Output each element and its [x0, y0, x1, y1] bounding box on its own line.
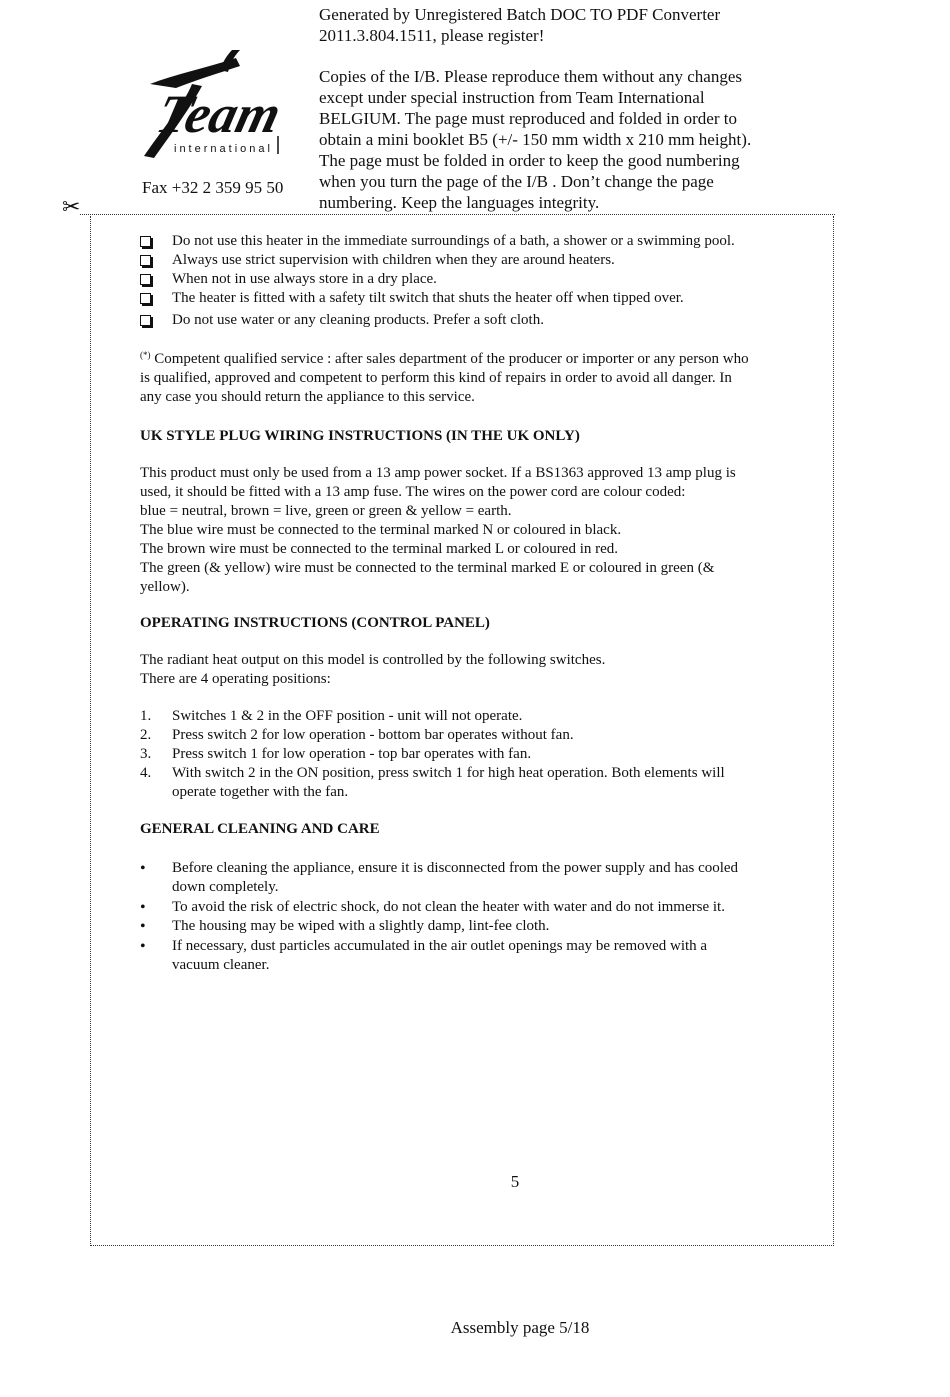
bullet-icon: • [140, 899, 146, 916]
section-heading-uk-plug: UK STYLE PLUG WIRING INSTRUCTIONS (IN THE UK ONLY) [140, 428, 580, 444]
cut-line [80, 214, 835, 215]
notice-line: except under special instruction from Team International [319, 88, 705, 107]
operating-intro: The radiant heat output on this model is controlled by the following switches. There are 4 operating positions: [140, 652, 606, 687]
bullet-icon: • [140, 918, 146, 935]
bullet-icon: • [140, 938, 146, 955]
team-international-logo [136, 44, 296, 164]
notice-line: numbering. Keep the languages integrity. [319, 193, 600, 212]
notice-line: obtain a mini booklet B5 (+/- 150 mm width x 210 mm height). [319, 130, 752, 149]
uk-plug-text: This product must only be used from a 13 amp power socket. If a BS1363 approved 13 amp plug is used, it should be fitted with a 13 amp fuse. The wires on the power cord are colour coded: blue = neutral, brown = live, green or green & yellow = earth. The blue wire must be connected to the terminal marked N or coloured in black. The brown wire must be connected to the terminal marked L or coloured in red. The green (& yellow) wire must be connected to the terminal marked E or coloured in green (& yellow). [140, 465, 736, 595]
section-heading-cleaning: GENERAL CLEANING AND CARE [140, 821, 380, 837]
service-note: (*) Competent qualified service : after sales department of the producer or importer or any person who is qualified, approved and competent to perform this kind of repairs in order to avoid all danger. In any case you should return the appliance to this service. [140, 350, 749, 405]
footnote-marker: (*) [140, 350, 151, 360]
section-heading-operating: OPERATING INSTRUCTIONS (CONTROL PANEL) [140, 615, 490, 631]
scissors-icon: ✂ [62, 194, 81, 219]
notice-line: Copies of the I/B. Please reproduce them without any changes [319, 67, 742, 86]
logo-word: Team [151, 83, 288, 144]
page-number: 5 [510, 1172, 520, 1191]
checkbox-icon [140, 274, 151, 285]
logo-sub: international [174, 143, 273, 155]
fax-number: Fax +32 2 359 95 50 [142, 178, 284, 197]
checkbox-icon [140, 236, 151, 247]
checkbox-icon [140, 315, 151, 326]
notice-line: The page must be folded in order to keep the good numbering [319, 151, 740, 170]
bullet-icon: • [140, 860, 146, 877]
notice-line: when you turn the page of the I/B . Don’t change the page [319, 172, 714, 191]
checkbox-icon [140, 293, 151, 304]
checkbox-icon [140, 255, 151, 266]
generator-line-1: Generated by Unregistered Batch DOC TO PDF Converter [319, 5, 721, 24]
notice-line: BELGIUM. The page must reproduced and folded in order to [319, 109, 737, 128]
generator-line-2: 2011.3.804.1511, please register! [319, 26, 545, 45]
assembly-page-label: Assembly page 5/18 [450, 1318, 590, 1337]
header-notice [319, 4, 799, 213]
